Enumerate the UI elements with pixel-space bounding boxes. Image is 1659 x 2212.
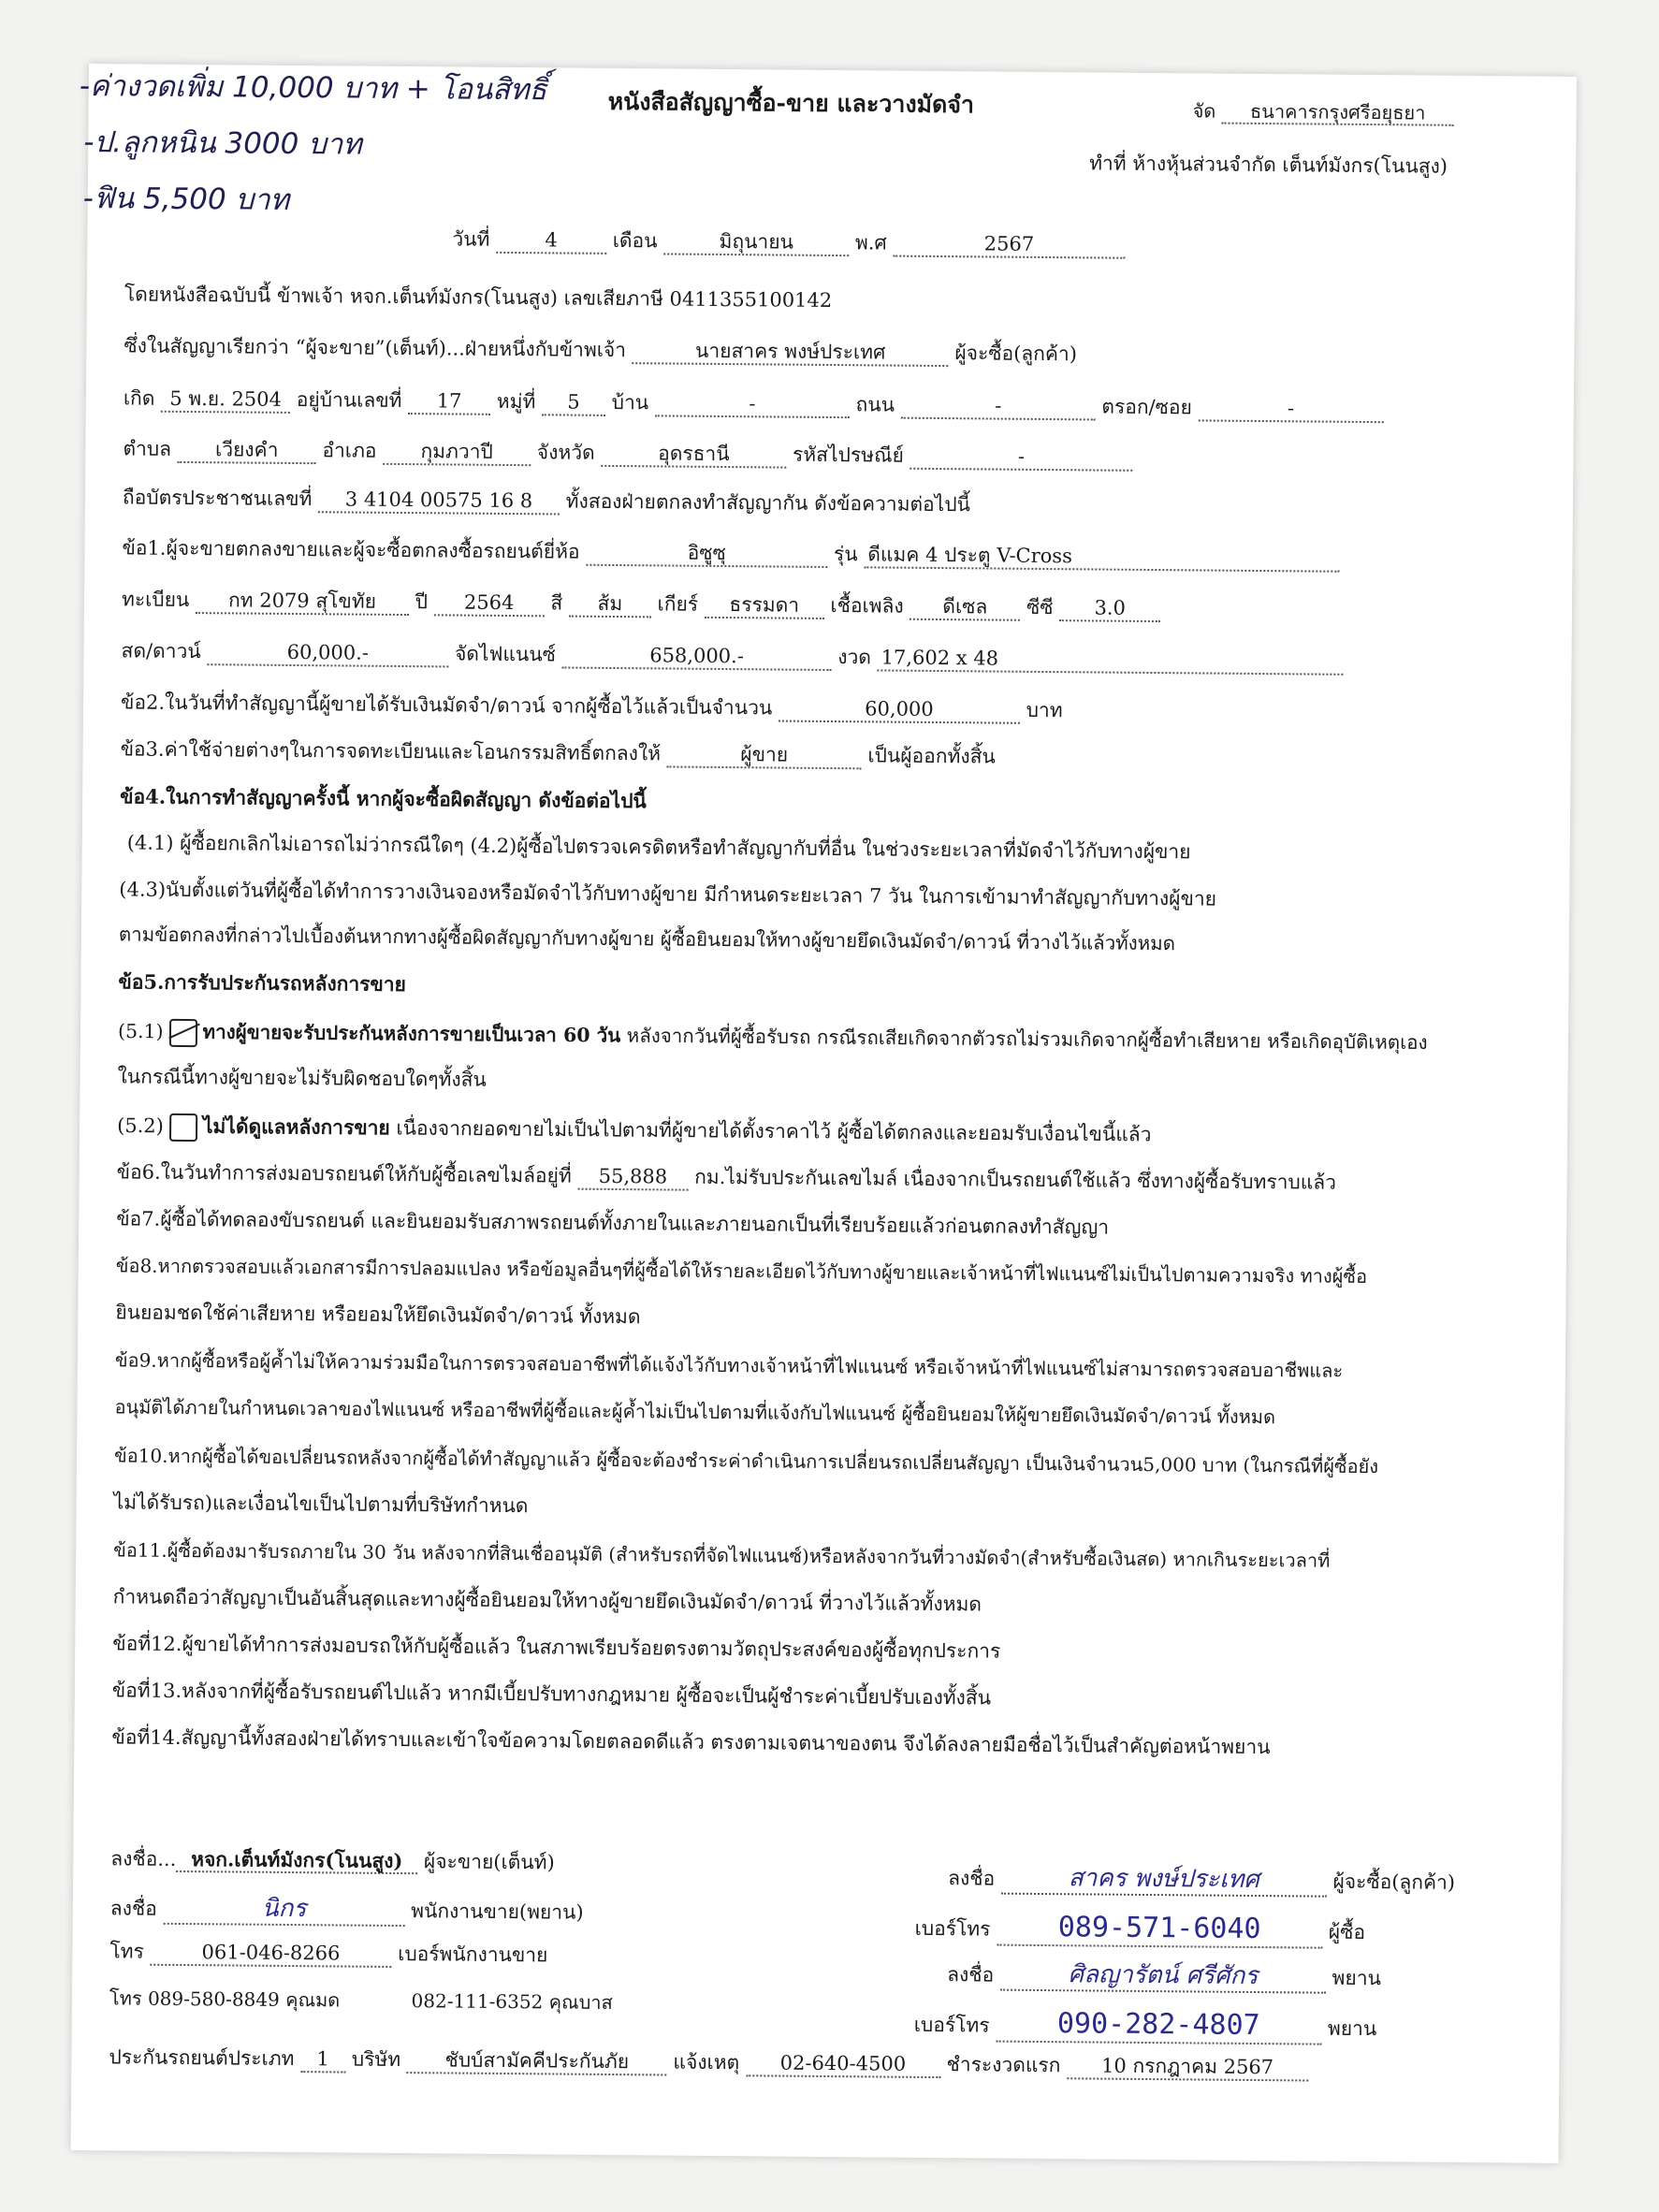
seller-role: ผู้จะขาย(เต็นท์)	[423, 1850, 555, 1874]
witness-phone: 090-282-4807	[996, 2007, 1321, 2045]
clause14-line: ข้อที่14.สัญญานี้ทั้งสองฝ่ายได้ทราบและเข้าใจข้อความโดยตลอดดีแล้ว ตรงตามเจตนาของตน จึงได้ลงลายมือชื่อไว้เป็นสำคัญต่อหน้าพยาน	[111, 1725, 1271, 1759]
clause5-heading: ข้อ5.การรับประกันรถหลังการขาย	[118, 969, 407, 997]
payment-line	[121, 639, 1534, 677]
first-pay-label: ชำระงวดแรก	[946, 2053, 1061, 2077]
clause3-tail: เป็นผู้ออกทั้งสิ้น	[867, 744, 996, 768]
staff-role: พนักงานขาย(พยาน)	[411, 1899, 584, 1924]
report-label: แจ้งเหตุ	[673, 2050, 740, 2074]
day-label: วันที่	[452, 227, 490, 251]
month-value: มิถุนายน	[663, 229, 849, 256]
contract-title: หนังสือสัญญาซื้อ-ขาย และวางมัดจำ	[607, 87, 975, 119]
finance-label: จัด	[1192, 99, 1216, 123]
seller-name: หจก.เต็นท์มังกร(โนนสูง)	[176, 1847, 417, 1874]
moo-label: หมู่ที่	[496, 389, 536, 414]
gear-value: ธรรมดา	[705, 593, 824, 619]
clause1-line	[122, 536, 1535, 574]
finance-amount-label: จัดไฟแนนซ์	[454, 642, 557, 666]
buyer-signature-line	[948, 1863, 1523, 1899]
staff-sign-label: ลงชื่อ	[109, 1897, 157, 1920]
staff-signature: นิกร	[163, 1894, 404, 1927]
clause7-line: ข้อ7.ผู้ซื้อได้ทดลองขับรถยนต์ และยินยอมรับสภาพรถยนต์ทั้งภายในและภายนอกเป็นที่เรียบร้อยแล้วก่อนตกลงทำสัญญา	[116, 1207, 1110, 1239]
staff-phone-label: โทร	[109, 1940, 144, 1963]
clause10-line-2: ไม่ได้รับรถ)และเงื่อนไขเป็นไปตามที่บริษัทกำหนด	[113, 1491, 529, 1518]
first-pay-date: 10 กรกฎาคม 2567	[1067, 2054, 1308, 2081]
installment-label: งวด	[837, 646, 872, 669]
staff-phone-role: เบอร์พนักงานขาย	[398, 1943, 548, 1967]
clause5-2-line	[117, 1113, 1530, 1153]
born-label: เกิด	[123, 386, 155, 410]
cc-label: ซีซี	[1026, 595, 1054, 619]
year-value: 2567	[893, 232, 1125, 259]
seller-phrase: ซึ่งในสัญญาเรียกว่า “ผู้จะขาย”(เต็นท์)...ฝ่ายหนึ่งกับข้าพเจ้า	[124, 334, 627, 362]
contact-a: โทร 089-580-8849 คุณมด	[109, 1986, 341, 2012]
clause3-line	[121, 737, 1534, 775]
postcode-value: -	[910, 444, 1132, 472]
contract-sheet	[71, 64, 1577, 2163]
clause4-line-3: ตามข้อตกลงที่กล่าวไปเบื้องต้นหากทางผู้ซื้อผิดสัญญากับทางผู้ขาย ผู้ซื้อยินยอมให้ทางผู้ขายยึดเงินมัดจำ/ดาวน์ ที่วางไว้แล้วทั้งหมด	[118, 923, 1176, 955]
clause2-text: ข้อ2.ในวันที่ทำสัญญานี้ผู้ขายได้รับเงินมัดจำ/ดาวน์ จากผู้ซื้อไว้แล้วเป็นจำนวน	[120, 691, 773, 720]
clause3-party: ผู้ขาย	[667, 742, 862, 769]
mileage-value: 55,888	[577, 1165, 688, 1191]
buyer-phone-line	[915, 1910, 1523, 1951]
contact-b: 082-111-6352 คุณบาส	[411, 1989, 613, 2015]
soi-value: -	[1198, 396, 1383, 423]
clause9-line-1: ข้อ9.หากผู้ซื้อหรือผู้ค้ำไม่ให้ความร่วมมือในการตรวจสอบอาชีพที่ได้แจ้งไว้กับทางเจ้าหน้าที่ไฟแนนซ์ หรือเจ้าหน้าที่ไฟแนนซ์ไม่สามารถตรวจสอบอาชีพและ	[114, 1348, 1344, 1382]
clause11-line-2: กำหนดถือว่าสัญญาเป็นอันสิ้นสุดและทางผู้ซื้อยินยอมให้ทางผู้ขายยึดเงินมัดจำ/ดาวน์ ที่วางไว้แล้วทั้งหมด	[112, 1585, 982, 1616]
buyer-role: ผู้จะซื้อ(ลูกค้า)	[954, 342, 1078, 366]
clause1-label: ข้อ1.ผู้จะขายตกลงขายและผู้จะซื้อตกลงซื้อรถยนต์ยี่ห้อ	[122, 536, 580, 563]
handwritten-note-1: -ค่างวดเพิ่ม 10,000 บาท + โอนสิทธิ์	[79, 68, 547, 108]
down-value: 60,000.-	[207, 640, 448, 667]
color-label: สี	[550, 591, 563, 615]
model-value: ดีแมค 4 ประตู V-Cross	[864, 543, 1339, 573]
staff-phone-line	[109, 1940, 764, 1971]
buyer-sign-label: ลงชื่อ	[948, 1867, 996, 1890]
month-label: เดือน	[612, 228, 658, 253]
address-line-1	[124, 386, 1536, 424]
clause9-line-2: อนุมัติได้ภายในกำหนดเวลาของไฟแนนซ์ หรืออาชีพที่ผู้ซื้อและผู้ค้ำไม่เป็นไปตามที่แจ้งกับไฟแนนซ์ ผู้ซื้อยินยอมให้ผู้ขายยึดเงินมัดจำ/ดาวน์ ทั้งหมด	[114, 1395, 1276, 1429]
installment-value: 17,602 x 48	[878, 646, 1344, 676]
house-no-label: อยู่บ้านเลขที่	[296, 388, 402, 412]
buyer-phone: 089-571-6040	[997, 1911, 1322, 1949]
buyer-name: นายสาคร พงษ์ประเทศ	[633, 339, 949, 367]
seller-sign-label: ลงชื่อ...	[110, 1847, 177, 1870]
postcode-label: รหัสไปรษณีย์	[792, 443, 904, 467]
handwritten-note-3: -ฟิน 5,500 บาท	[82, 182, 290, 217]
reg-value: กท 2079 สุโขทัย	[196, 589, 409, 616]
place-line	[1089, 152, 1538, 179]
clause3-text: ข้อ3.ค่าใช้จ่ายต่างๆในการจดทะเบียนและโอนกรรมสิทธิ์ตกลงให้	[120, 737, 662, 765]
clause2-unit: บาท	[1026, 698, 1063, 722]
insurance-type-label: ประกันรถยนต์ประเภท	[109, 2045, 295, 2071]
insurance-company-label: บริษัท	[351, 2047, 401, 2072]
village-label: บ้าน	[611, 390, 649, 415]
clause8-line-1: ข้อ8.หากตรวจสอบแล้วเอกสารมีการปลอมแปลง หรือข้อมูลอื่นๆที่ผู้ซื้อได้ให้รายละเอียดไว้กับทางผู้ขายและเจ้าหน้าที่ไฟแนนซ์ไม่เป็นไปตามความจริง ทางผู้ซื้อ	[115, 1254, 1368, 1288]
staff-signature-line	[110, 1893, 765, 1929]
contact-line	[109, 1986, 764, 2015]
clause13-line: ข้อที่13.หลังจากที่ผู้ซื้อรับรถยนต์ไปแล้ว หากมีเบี้ยปรับทางกฎหมาย ผู้ซื้อจะเป็นผู้ชำระค่าเบี้ยปรับเองทั้งสิ้น	[111, 1679, 992, 1710]
car-year-label: ปี	[415, 590, 429, 614]
year-label: พ.ศ	[854, 231, 887, 255]
road-label: ถนน	[855, 393, 895, 416]
clause11-line-1: ข้อ11.ผู้ซื้อต้องมารับรถภายใน 30 วัน หลังจากที่สินเชื่ออนุมัติ (สำหรับรถที่จัดไฟแนนซ์)หรือหลังจากวันที่วางมัดจำ(สำหรับซื้อเงินสด) หากเกินระยะเวลาที่	[113, 1538, 1331, 1572]
witness-role: พยาน	[1332, 1966, 1382, 1990]
clause8-line-2: ยินยอมชดใช้ค่าเสียหาย หรือยอมให้ยึดเงินมัดจำ/ดาวน์ ทั้งหมด	[115, 1301, 641, 1329]
id-line	[123, 486, 1535, 523]
finance-amount-value: 658,000.-	[561, 643, 831, 671]
clause6-text-a: ข้อ6.ในวันทำการส่งมอบรถยนต์ให้กับผู้ซื้อเลขไมล์อยู่ที่	[116, 1160, 572, 1187]
id-label: ถือบัตรประชาชนเลขที่	[122, 486, 313, 511]
gear-label: เกียร์	[657, 592, 699, 616]
insurance-type: 1	[300, 2047, 345, 2074]
seller-signature-line	[110, 1846, 765, 1877]
clause12-line: ข้อที่12.ผู้ขายได้ทำการส่งมอบรถให้กับผู้ซื้อแล้ว ในสภาพเรียบร้อยตรงตามวัตถุประสงค์ของผู้ซื้อทุกประการ	[112, 1632, 1001, 1663]
moo-value: 5	[542, 390, 605, 416]
clause5-1-number: (5.1)	[117, 1019, 164, 1043]
seller-buyer-line	[124, 334, 1536, 371]
place-value: ห้างหุ้นส่วนจำกัด เต็นท์มังกร(โนนสูง)	[1132, 152, 1448, 178]
clause4-heading: ข้อ4.ในการทำสัญญาครั้งนี้ หากผู้จะซื้อผิดสัญญา ดังข้อต่อไปนี้	[120, 784, 647, 813]
reg-label: ทะเบียน	[121, 588, 190, 612]
witness-phone-line	[914, 2006, 1522, 2047]
down-label: สด/ดาวน์	[121, 639, 201, 663]
subdistrict-value: เวียงคำ	[178, 438, 316, 464]
witness-phone-label: เบอร์โทร	[913, 2013, 990, 2037]
province-value: อุดรธานี	[601, 442, 786, 469]
clause5-1-rest: หลังจากวันที่ผู้ซื้อรับรถ กรณีรถเสียเกิดจากตัวรถไม่รวมเกิดจากผู้ซื้อทำเสียหาย หรือเกิดอุบัติเหตุเอง	[626, 1024, 1428, 1055]
address-line-2	[123, 437, 1535, 474]
no-warranty-checkbox[interactable]	[169, 1113, 197, 1142]
model-label: รุ่น	[833, 543, 858, 566]
witness-signature-line	[947, 1959, 1522, 1996]
report-phone: 02-640-4500	[746, 2051, 940, 2078]
clause4-line-2: (4.3)นับตั้งแต่วันที่ผู้ซื้อได้ทำการวางเงินจองหรือมัดจำไว้กับทางผู้ขาย มีกำหนดระยะเวลา 7 วัน ในการเข้ามาทำสัญญากับทางผู้ขาย	[119, 878, 1217, 910]
road-value: -	[901, 394, 1096, 421]
registration-line	[122, 588, 1535, 625]
clause6-line	[117, 1160, 1530, 1198]
witness-phone-role: พยาน	[1327, 2016, 1377, 2041]
fuel-label: เชื้อเพลิง	[830, 594, 904, 618]
place-label: ทำที่	[1089, 152, 1127, 175]
date-line	[452, 227, 1537, 262]
province-label: จังหวัด	[536, 441, 595, 464]
staff-phone: 061-046-8266	[150, 1941, 391, 1968]
fuel-value: ดีเซล	[910, 595, 1020, 621]
born-value: 5 พ.ย. 2504	[161, 387, 290, 414]
buyer-phone-label: เบอร์โทร	[914, 1916, 991, 1941]
clause5-1-bold: ทางผู้ขายจะรับประกันหลังการขายเป็นเวลา 60 วัน	[202, 1020, 621, 1047]
witness-signature: ศิลญารัตน์ ศรีศักร	[1000, 1960, 1326, 1994]
district-value: กุมภวาปี	[383, 440, 531, 467]
color-value: ส้ม	[569, 592, 651, 618]
clause5-2-bold: ไม่ได้ดูแลหลังการขาย	[202, 1113, 390, 1140]
clause5-1-line	[118, 1018, 1531, 1058]
soi-label: ตรอก/ซอย	[1101, 395, 1192, 419]
clause6-text-b: กม.ไม่รับประกันเลขไมล์ เนื่องจากเป็นรถยนต์ใช้แล้ว ซึ่งทางผู้ซื้อรับทราบแล้ว	[694, 1165, 1337, 1194]
buyer-sign-role: ผู้จะซื้อ(ลูกค้า)	[1332, 1870, 1456, 1894]
village-value: -	[655, 391, 850, 418]
finance-company: ธนาคารกรุงศรีอยุธยา	[1222, 100, 1454, 126]
clause2-line	[121, 691, 1534, 728]
clause4-line-1: (4.1) ผู้ซื้อยกเลิกไม่เอารถไม่ว่ากรณีใดๆ (4.2)ผู้ซื้อไปตรวจเครดิตหรือทำสัญญากับที่อื่น ในช่วงระยะเวลาที่มัดจำไว้กับทางผู้ขาย	[126, 831, 1191, 864]
clause5-2-rest: เนื่องจากยอดขายไม่เป็นไปตามที่ผู้ขายได้ตั้งราคาไว้ ผู้ซื้อได้ตกลงและยอมรับเงื่อนไขนี้แล้ว	[396, 1116, 1152, 1146]
warranty-checkbox[interactable]	[168, 1019, 196, 1047]
intro-line: โดยหนังสือฉบับนี้ ข้าพเจ้า หจก.เต็นท์มังกร(โนนสูง) เลขเสียภาษี 0411355100142	[124, 283, 833, 313]
buyer-signature: สาคร พงษ์ประเทศ	[1001, 1864, 1327, 1898]
car-year-value: 2564	[434, 590, 545, 617]
clause2-amount: 60,000	[779, 697, 1020, 724]
house-no-value: 17	[408, 389, 490, 415]
clause5-1-line-2: ในกรณีนี้ทางผู้ขายจะไม่รับผิดชอบใดๆทั้งสิ้น	[117, 1065, 487, 1091]
insurance-company: ชับบ์สามัคคีประกันภัย	[407, 2048, 667, 2076]
day-value: 4	[496, 228, 606, 255]
clause5-2-number: (5.2)	[117, 1113, 165, 1138]
brand-value: อิซูซุ	[586, 541, 827, 568]
cc-value: 3.0	[1059, 596, 1160, 622]
witness-sign-label: ลงชื่อ	[947, 1963, 995, 1986]
agree-text: ทั้งสองฝ่ายตกลงทำสัญญากัน ดังข้อความต่อไปนี้	[565, 489, 971, 517]
buyer-phone-role: ผู้ซื้อ	[1328, 1920, 1366, 1944]
district-label: อำเภอ	[322, 439, 377, 462]
finance-company-line	[1193, 99, 1539, 126]
handwritten-note-2: -ป.ลูกหนิน 3000 บาท	[83, 125, 362, 162]
insurance-line	[109, 2045, 1521, 2083]
subdistrict-label: ตำบล	[123, 437, 172, 460]
id-value: 3 4104 00575 16 8	[318, 488, 560, 515]
clause10-line-1: ข้อ10.หากผู้ซื้อได้ขอเปลี่ยนรถหลังจากผู้ซื้อได้ทำสัญญาแล้ว ผู้ซื้อจะต้องชำระค่าดำเนินการเปลี่ยนรถเปลี่ยนสัญญา เป็นเงินจำนวน5,000 บาท (ในกรณีที่ผู้ซื้อยัง	[113, 1444, 1379, 1478]
